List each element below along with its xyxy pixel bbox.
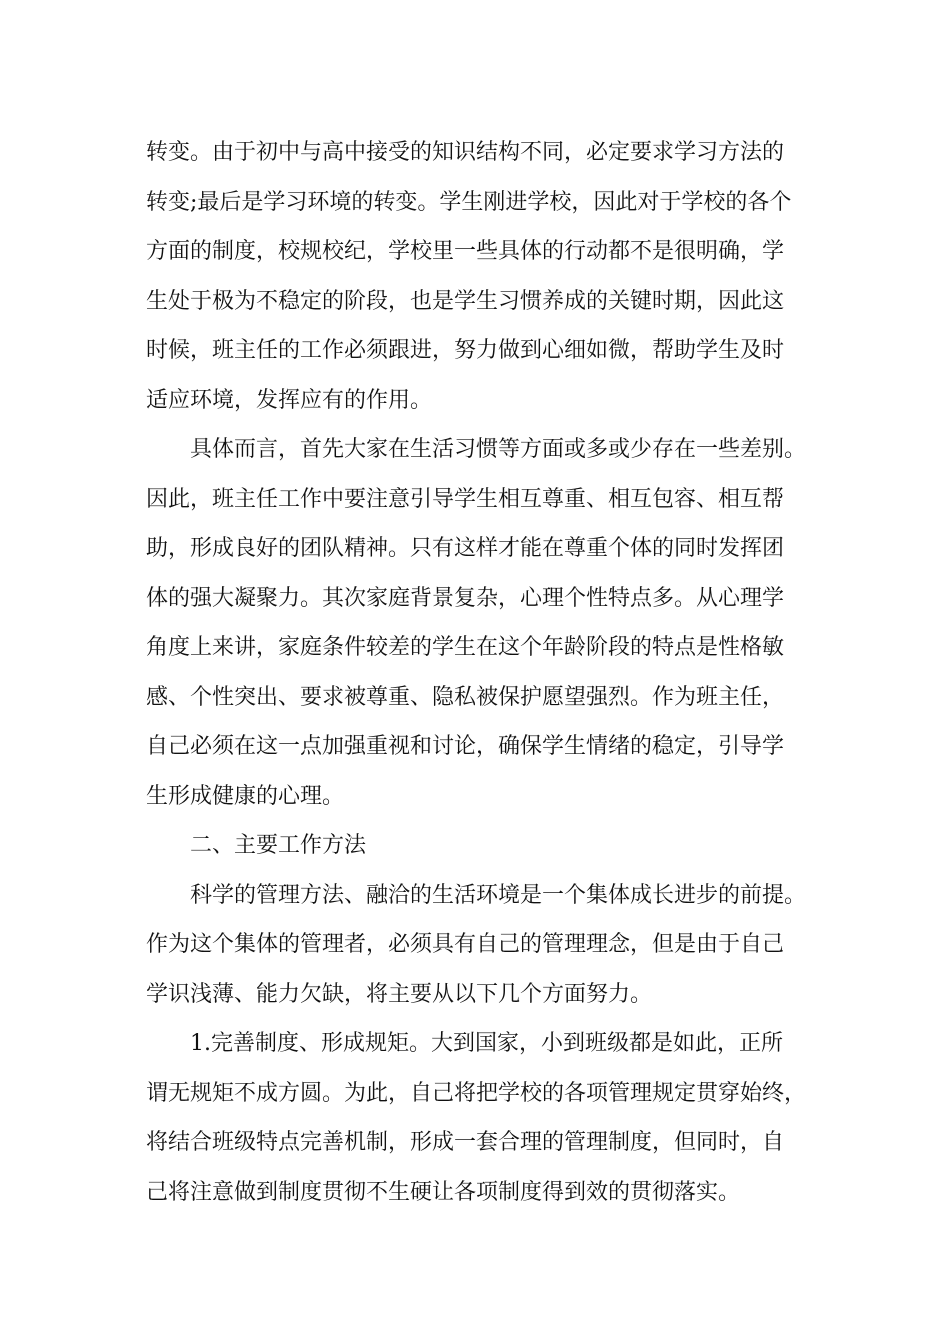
text-line: 己将注意做到制度贯彻不生硬让各项制度得到效的贯彻落实。 — [146, 1179, 741, 1205]
text-line: 自己必须在这一点加强重视和讨论，确保学生情绪的稳定，引导学 — [146, 734, 785, 759]
text-line: 谓无规矩不成方圆。为此，自己将把学校的各项管理规定贯穿始终， — [146, 1080, 807, 1106]
text-line: 助，形成良好的团队精神。只有这样才能在尊重个体的同时发挥团 — [146, 536, 785, 561]
text-line: 转变。由于初中与高中接受的知识结构不同，必定要求学习方法的 — [146, 140, 785, 165]
text-line: 因此，班主任工作中要注意引导学生相互尊重、相互包容、相互帮 — [146, 486, 785, 512]
document-body — [146, 128, 826, 1217]
text-line: 1.完善制度、形成规矩。大到国家，小到班级都是如此，正所 — [190, 1031, 783, 1056]
text-line: 角度上来讲，家庭条件较差的学生在这个年龄阶段的特点是性格敏 — [146, 635, 785, 660]
section-heading: 二、主要工作方法 — [190, 833, 367, 858]
text-line: 将结合班级特点完善机制，形成一套合理的管理制度，但同时，自 — [146, 1130, 785, 1155]
text-line: 具体而言，首先大家在生活习惯等方面或多或少存在一些差别。 — [190, 437, 807, 462]
text-line: 生处于极为不稳定的阶段，也是学生习惯养成的关键时期，因此这 — [146, 288, 785, 314]
text-line: 作为这个集体的管理者，必须具有自己的管理理念，但是由于自己 — [146, 932, 785, 957]
text-line: 感、个性突出、要求被尊重、隐私被保护愿望强烈。作为班主任， — [146, 684, 785, 710]
text-line: 适应环境，发挥应有的作用。 — [146, 387, 433, 413]
text-line: 学识浅薄、能力欠缺，将主要从以下几个方面努力。 — [146, 981, 653, 1007]
text-line: 转变;最后是学习环境的转变。学生刚进学校，因此对于学校的各个 — [146, 189, 792, 215]
text-line: 时候，班主任的工作必须跟进，努力做到心细如微，帮助学生及时 — [146, 338, 785, 363]
text-line: 科学的管理方法、融洽的生活环境是一个集体成长进步的前提。 — [190, 882, 807, 908]
text-line: 生形成健康的心理。 — [146, 783, 345, 809]
text-line: 体的强大凝聚力。其次家庭背景复杂，心理个性特点多。从心理学 — [146, 585, 785, 611]
text-line: 方面的制度，校规校纪，学校里一些具体的行动都不是很明确，学 — [146, 239, 785, 264]
